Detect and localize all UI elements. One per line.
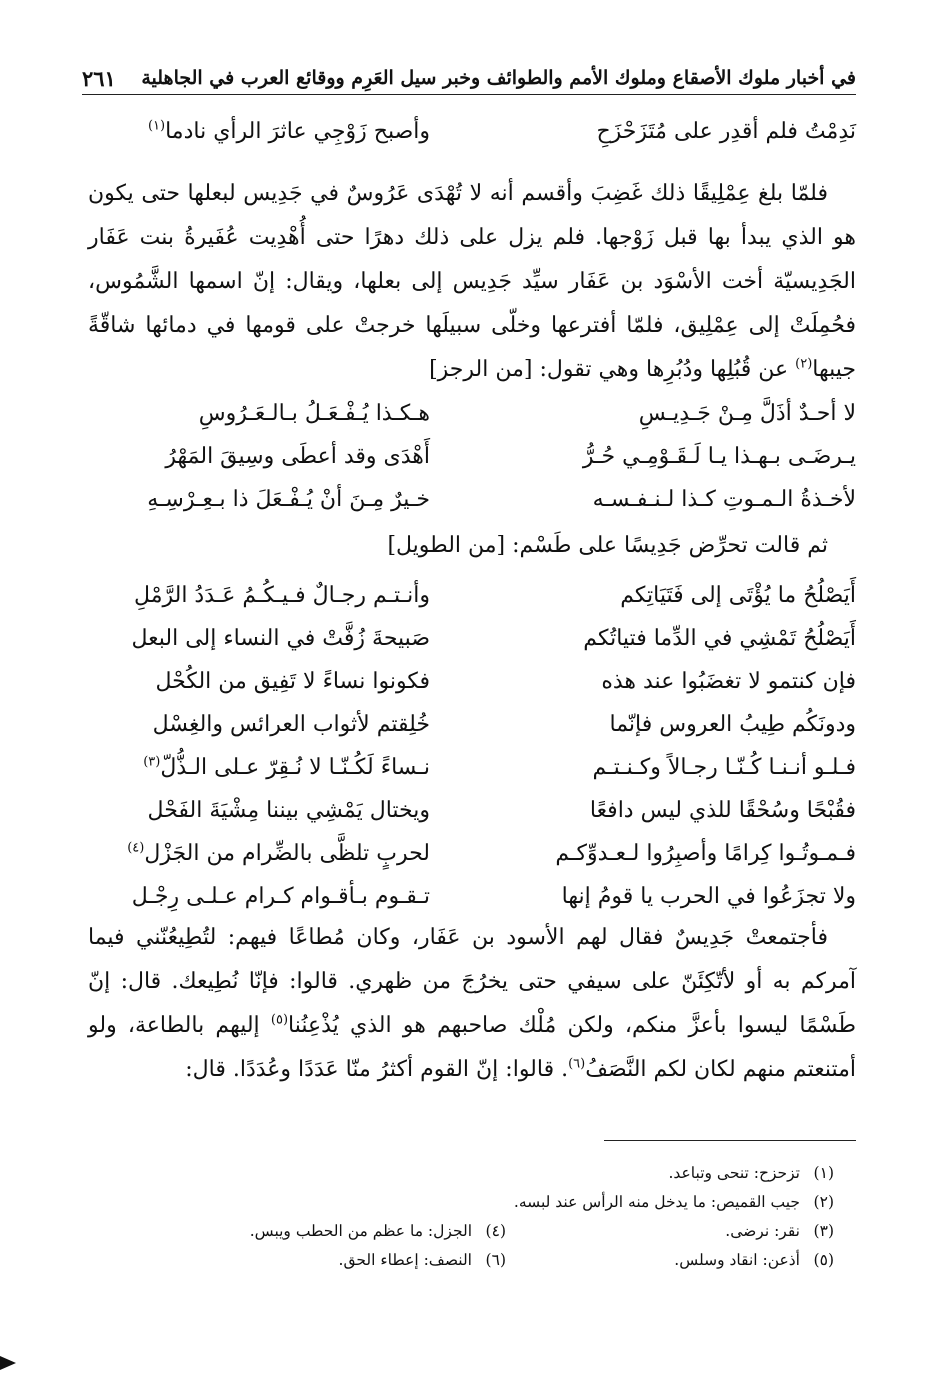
verse-second-hemistich: نـساءً لَكُـنّـا لا نُـقِرّ عـلى الـذُّلّ$^{(٣)}$	[143, 754, 430, 780]
footnote-row	[88, 1187, 834, 1216]
verse-first-hemistich: أَيَصْلُحُ ما يُؤْتَى إلى فَتَيَاتِكم	[620, 583, 856, 608]
verse-first-hemistich: يـرضَـى بـهـذا يـا لَـقَـوْمِـي حُـرُّ	[582, 444, 856, 469]
verse-second-hemistich: صَبيحةَ زُفَّتْ في النساء إلى البعل	[131, 626, 430, 651]
verse-line	[88, 875, 856, 918]
verse-second-hemistich: ويختال يَمْشِي بيننا مِشْيَةَ الفَحْل	[147, 798, 430, 823]
verse-line	[88, 832, 856, 875]
footnote-divider	[604, 1140, 856, 1141]
footnote-number: (٣)	[813, 1221, 834, 1240]
header-title: في أخبار ملوك الأصقاع وملوك الأمم والطوائف وخبر سيل العَرِم ووقائع العرب في الجاهلية	[141, 67, 856, 89]
footnote	[250, 1222, 506, 1240]
footnote	[506, 1222, 834, 1240]
verse-second-hemistich: هـكـذا يُـفْـعَـلُ بـالـعَـرُوسِ	[198, 401, 430, 426]
verse-first-hemistich: نَدِمْتُ فلم أقدِر على مُتَزَحْزَحِ	[596, 119, 856, 144]
verse-second-hemistich: لحربٍ تلظَّى بالضِّرام من الجَزْل$^{(٤)}$	[127, 840, 430, 866]
verse-line	[88, 574, 856, 617]
verse-first-hemistich: فإن كنتمو لا تغضَبُوا عند هذه	[601, 669, 856, 694]
verse-second-hemistich: فكونوا نساءً لا تَفِيق من الكُحْل	[155, 669, 430, 694]
paragraph-text: فلمّا بلغ عِمْلِيقًا ذلك غَضِبَ وأقسم أنه لا تُهْدَى عَرُوسٌ في جَدِيس لبعلها حتى يكون هو الذي يبدأ بها قبل زَوْجها. فلم يزل على ذلك دهرًا حتى أُهْدِيت عُفَيرةُ بنت عَفَار الجَدِيسيّة أخت الأسْوَد بن عَفَار سيِّد جَدِيس إلى بعلها، ويقال: إنّ اسمها الشَّمُوس، فحُمِلَتْ إلى عِمْلِيق، فلمّا أفترعها وخلّى سبيلَها خرجتْ على قومها في دمائها شاقّةً جيبها	[88, 181, 856, 382]
footnote	[668, 1164, 834, 1182]
verse-first-hemistich: لأخـذةُ الـمـوتِ كـذا لـنـفـسـه	[592, 487, 856, 512]
footnote	[514, 1193, 834, 1211]
verse-first-hemistich: ولا تجزَعُوا في الحرب يا قومُ إنها	[561, 884, 856, 909]
paragraph-2	[88, 916, 856, 1092]
verse-line	[88, 789, 856, 832]
verse-line	[88, 392, 856, 435]
footnote-number: (٢)	[813, 1192, 834, 1211]
verse-second-hemistich: تـقـوم بـأقـوام كـرام عـلـى رِجْـل	[131, 884, 430, 909]
footnote-number: (٥)	[813, 1250, 834, 1269]
corner-arrow-icon	[0, 1356, 16, 1370]
verse-line	[88, 703, 856, 746]
paragraph-text: . قالوا: إنّ القوم أكثرُ منّا عَدَدًا وعُدَدًا. قال:	[185, 1057, 569, 1082]
footnote-ref: (٢)	[795, 356, 813, 372]
verse-line	[88, 660, 856, 703]
transition-line	[88, 524, 856, 568]
footnote-ref: (٣)	[143, 754, 161, 770]
verse-line	[88, 435, 856, 478]
footnote-ref: (٦)	[568, 1056, 586, 1072]
verse-line	[88, 617, 856, 660]
footnote	[339, 1251, 506, 1269]
verse-second-hemistich: خـيرٌ مِـنَ أنْ يُـفْـعَلَ ذا بـعِـرْسِـهِ	[147, 487, 430, 512]
verse-second-hemistich: وأصبح زَوْجِي عاثرَ الرأي نادما$^{(١)}$	[147, 118, 430, 144]
paragraph-text: فأجتمعتْ جَدِيسٌ فقال لهم الأسود بن عَفَار، وكان مُطاعًا فيهم: لتُطِيعُنّني فيما آمركم به أو لأتّكِئَنّ على سيفي حتى يخرُجَ من ظهري. قالوا: فإنّا نُطِيعك. قال: إنّ طَسْمًا ليسوا بأعزَّ منكم، ولكن مُلْك صاحبهم هو الذي يُذْعِنُنا	[88, 925, 856, 1038]
footnote-text: أذعن: انقاد وسلس.	[674, 1250, 800, 1269]
verse-second-hemistich: أَهْدَى وقد أعطَى وسِيقَ المَهْرُ	[165, 444, 430, 469]
verse-first-hemistich: لا أحـدٌ أذَلَّ مِـنْ جَـدِيـسِ	[638, 401, 856, 426]
footnote	[506, 1251, 834, 1269]
running-header	[82, 62, 856, 95]
verse-second-hemistich: وأنـتـم رجـالٌ فـيـكُـمُ عَـدَدُ الرَّمْلِ	[134, 583, 430, 608]
verse-second-hemistich: خُلِقتم لأثواب العرائس والغِسْل	[152, 712, 430, 737]
page-number: ٢٦١	[82, 65, 116, 91]
poem-rajaz	[88, 392, 856, 521]
footnote-text: النصف: إعطاء الحق.	[338, 1250, 472, 1269]
footnote-row	[88, 1216, 834, 1245]
opening-verse	[88, 110, 856, 153]
footnote-text: جيب القميص: ما يدخل منه الرأس عند لبسه.	[513, 1192, 800, 1211]
footnote-number: (٤)	[485, 1221, 506, 1240]
verse-line	[88, 110, 856, 153]
footnote-text: نقر: نرضى.	[725, 1221, 800, 1240]
footnote-row	[88, 1245, 834, 1274]
footnote-text: الجزل: ما عظم من الحطب ويبس.	[249, 1221, 472, 1240]
verse-line	[88, 478, 856, 521]
footnotes	[88, 1158, 834, 1274]
transition-text: ثم قالت تحرِّض جَدِيسًا على طَسْم: [من الطويل]	[387, 533, 828, 558]
footnote-row	[88, 1158, 834, 1187]
verse-first-hemistich: فـلـو أنـنـا كُـنّـا رجـالاً وكـنـتـم	[592, 755, 856, 780]
footnote-ref: (١)	[147, 118, 166, 134]
footnote-number: (١)	[813, 1163, 834, 1182]
footnote-ref: (٤)	[127, 840, 145, 856]
verse-first-hemistich: فقُبْحًا وسُحْقًا للذي ليس دافعًا	[589, 798, 856, 823]
verse-first-hemistich: فـمـوتُـوا كِرامًا وأصبِرُوا لـعـدوِّكـم	[555, 841, 856, 866]
verse-first-hemistich: أَيَصْلُحُ تَمْشِي في الدِّما فتياتُكم	[583, 626, 856, 651]
verse-first-hemistich: ودونَكُم طِيبُ العروس فإنّما	[609, 712, 856, 737]
poem-tawil	[88, 574, 856, 918]
footnote-ref: (٥)	[270, 1012, 289, 1028]
footnote-number: (٦)	[485, 1250, 506, 1269]
paragraph-1	[88, 172, 856, 392]
paragraph-text: إليهم بالطاعة، ولو أمتنعتم منهم لكان لكم النَّصَفُ	[88, 1013, 856, 1082]
verse-line	[88, 746, 856, 789]
footnote-text: تزحزح: تنحى وتباعد.	[668, 1163, 800, 1182]
paragraph-text-tail: عن قُبُلِها ودُبُرِها وهي تقول: [من الرجز]	[429, 357, 796, 382]
